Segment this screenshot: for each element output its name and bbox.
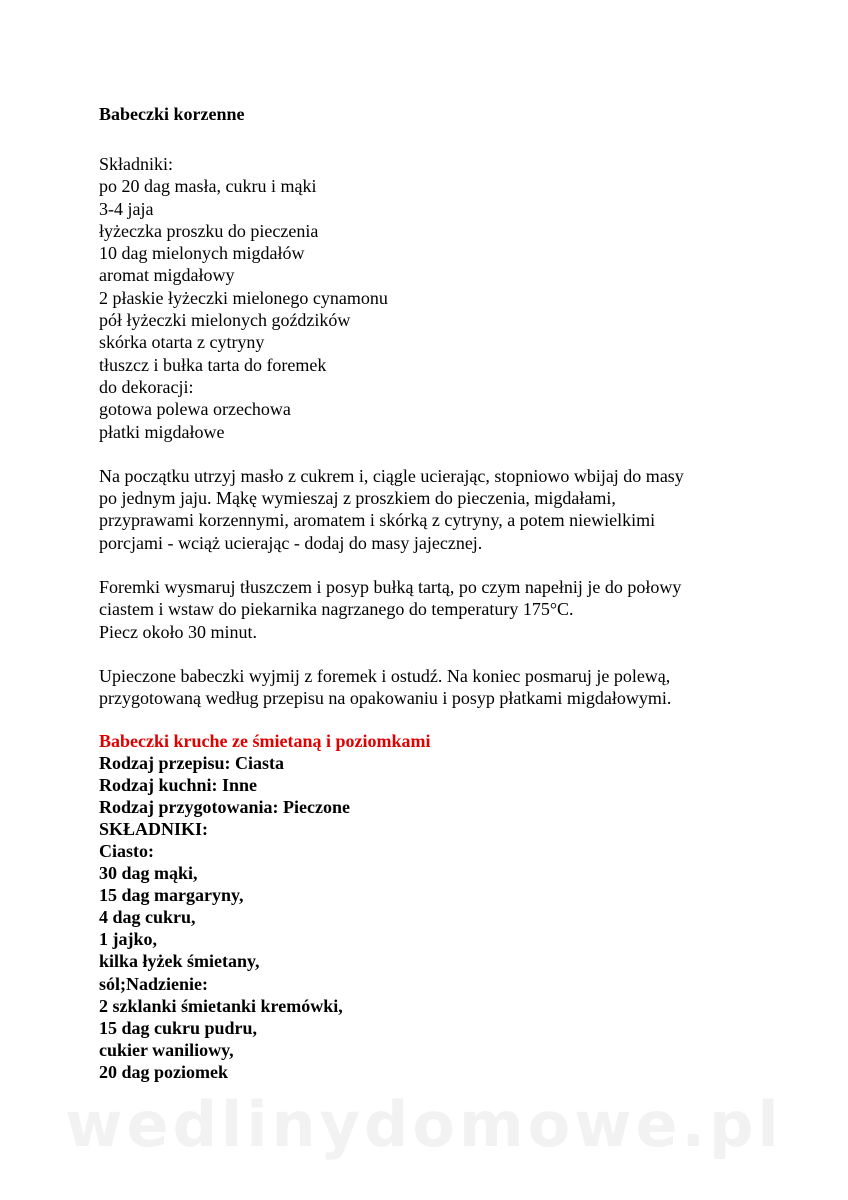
recipe2-line: 20 dag poziomek	[99, 1061, 229, 1082]
ingredient-line: skórka otarta z cytryny	[99, 332, 265, 353]
recipe2-line: sól;Nadzienie:	[99, 973, 208, 994]
instruction-line: po jednym jaju. Mąkę wymieszaj z proszkiem do pieczenia, migdałami,	[99, 488, 616, 509]
ingredient-line: 2 płaskie łyżeczki mielonego cynamonu	[99, 287, 388, 308]
ingredient-line: pół łyżeczki mielonych goździków	[99, 310, 351, 331]
ingredient-line: 3-4 jaja	[99, 198, 154, 219]
recipe2-line: 1 jajko,	[99, 929, 157, 950]
ingredient-line: płatki migdałowe	[99, 421, 225, 442]
recipe2-line: SKŁADNIKI:	[99, 818, 209, 839]
recipe2-line: Rodzaj kuchni: Inne	[99, 774, 258, 795]
recipe1-title: Babeczki korzenne	[99, 104, 245, 124]
instruction-line: porcjami - wciąż ucierając - dodaj do masy jajecznej.	[99, 532, 483, 553]
recipe2-line: 2 szklanki śmietanki kremówki,	[99, 995, 343, 1016]
recipe2-line: 4 dag cukru,	[99, 907, 196, 928]
recipe2-line: kilka łyżek śmietany,	[99, 951, 260, 972]
instruction-line: przyprawami korzennymi, aromatem i skórką z cytryny, a potem niewielkimi	[99, 510, 656, 531]
ingredient-line: gotowa polewa orzechowa	[99, 399, 291, 420]
recipe2-section	[99, 730, 799, 1084]
instruction-line: Piecz około 30 minut.	[99, 621, 257, 642]
recipe2-line: Ciasto:	[99, 841, 154, 861]
recipe2-line: cukier waniliowy,	[99, 1039, 234, 1060]
instruction-line: Upieczone babeczki wyjmij z foremek i ostudź. Na koniec posmaruj je polewą,	[99, 665, 671, 686]
recipe2-line: 15 dag cukru pudru,	[99, 1017, 258, 1038]
instruction-line: Foremki wysmaruj tłuszczem i posyp bułką tartą, po czym napełnij je do połowy	[99, 577, 682, 598]
recipe2-line: Rodzaj przygotowania: Pieczone	[99, 796, 350, 817]
watermark: wedlinydomowe.pl	[65, 1088, 783, 1161]
ingredient-line: po 20 dag masła, cukru i mąki	[99, 176, 317, 197]
recipe2-line: 15 dag margaryny,	[99, 885, 244, 906]
recipe2-title: Babeczki kruche ze śmietaną i poziomkami	[99, 730, 431, 751]
ingredient-line: tłuszcz i bułka tarta do foremek	[99, 354, 327, 375]
recipe2-line: Rodzaj przepisu: Ciasta	[99, 752, 284, 773]
ingredients-header: Składniki:	[99, 154, 174, 174]
ingredient-line: aromat migdałowy	[99, 265, 235, 286]
document-page	[99, 103, 799, 1083]
ingredient-line: 10 dag mielonych migdałów	[99, 243, 305, 264]
ingredient-line: łyżeczka proszku do pieczenia	[99, 220, 319, 241]
instruction-line: Na początku utrzyj masło z cukrem i, ciągle ucierając, stopniowo wbijaj do masy	[99, 465, 684, 486]
instruction-line: przygotowaną według przepisu na opakowaniu i posyp płatkami migdałowymi.	[99, 688, 672, 709]
recipe2-line: 30 dag mąki,	[99, 863, 198, 884]
ingredient-line: do dekoracji:	[99, 376, 194, 397]
instruction-line: ciastem i wstaw do piekarnika nagrzanego do temperatury 175°C.	[99, 599, 574, 620]
